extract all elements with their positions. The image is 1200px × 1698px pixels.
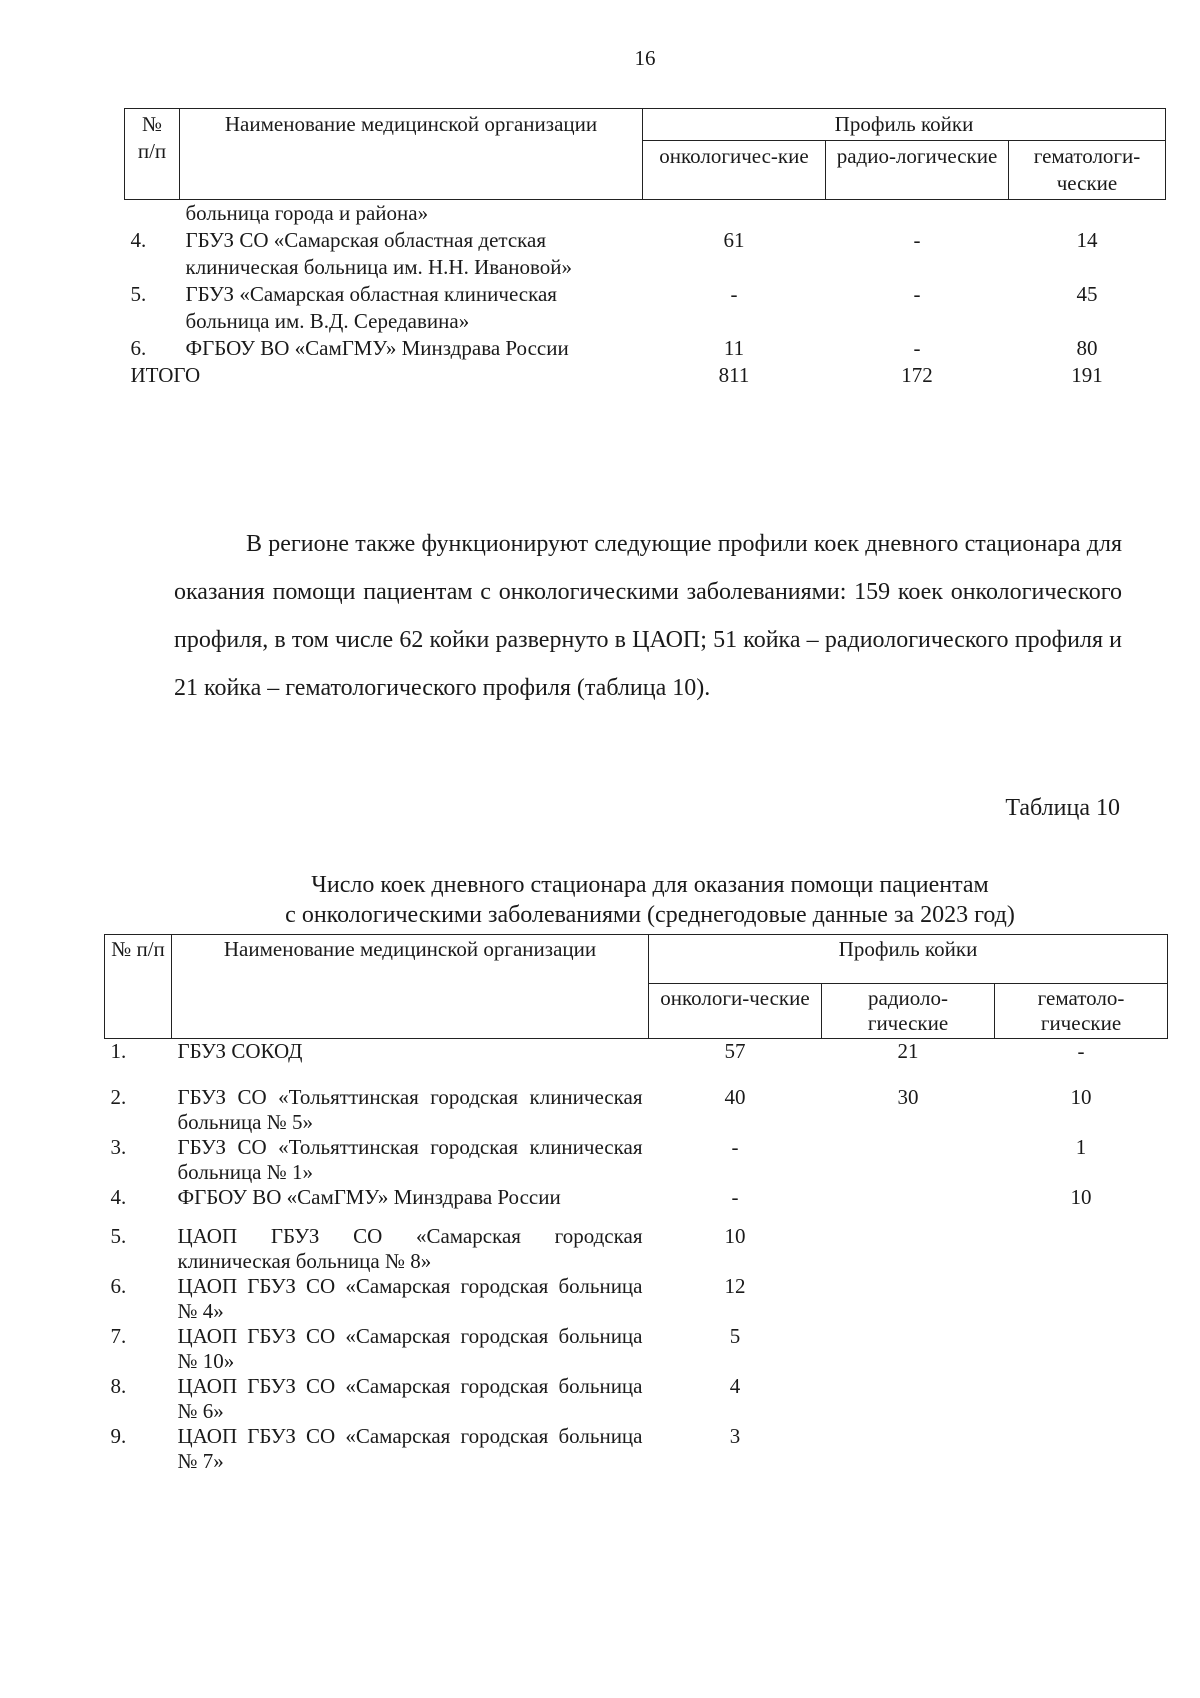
table-row	[105, 1039, 1168, 1086]
hematology-beds: 10	[1070, 1085, 1092, 1109]
org-name: ЦАОП ГБУЗ СО «Самарская городская больница № 4»	[177, 1274, 643, 1323]
org-name: ЦАОП ГБУЗ СО «Самарская городская больница № 7»	[177, 1424, 643, 1473]
hematology-beds: 14	[1076, 228, 1098, 252]
row-num: 5.	[110, 1224, 127, 1248]
oncology-beds: 10	[724, 1224, 746, 1248]
radiology-beds: 30	[897, 1085, 919, 1109]
org-name: ГБУЗ «Самарская областная клиническая больница им. В.Д. Середавина»	[185, 282, 557, 333]
org-name: ФГБОУ ВО «СамГМУ» Минздрава России	[177, 1185, 561, 1209]
header-radiology: радиоло-гические	[822, 984, 995, 1039]
hematology-beds: 10	[1070, 1185, 1092, 1209]
hematology-beds	[995, 1224, 1168, 1274]
oncology-beds: -	[731, 1185, 739, 1209]
row-num: 4.	[110, 1185, 127, 1209]
org-name: ЦАОП ГБУЗ СО «Самарская городская больница № 6»	[177, 1374, 643, 1423]
row-num: 4.	[130, 228, 147, 252]
oncology-beds: 12	[724, 1274, 746, 1298]
total-oncology: 811	[718, 363, 750, 387]
radiology-beds	[822, 1324, 995, 1374]
oncology-beds: -	[730, 282, 738, 306]
header-org-name: Наименование медицинской организации	[172, 935, 649, 1039]
table-row	[105, 1274, 1168, 1324]
table-row	[125, 227, 1166, 281]
org-name: ГБУЗ СО «Тольяттинская городская клиническая больница № 5»	[177, 1085, 643, 1134]
org-name: ФГБОУ ВО «СамГМУ» Минздрава России	[185, 336, 569, 360]
table-row	[105, 1185, 1168, 1224]
row-num: 2.	[110, 1085, 127, 1109]
caption-line-2: с онкологическими заболеваниями (среднегодовые данные за 2023 год)	[285, 902, 1015, 928]
oncology-beds: 40	[724, 1085, 746, 1109]
day-hospital-beds-table	[104, 934, 1168, 1474]
radiology-beds	[822, 1274, 995, 1324]
body-paragraph	[174, 520, 1122, 712]
hematology-beds: -	[995, 1039, 1168, 1086]
oncology-beds: 11	[723, 336, 745, 360]
table-row	[105, 1374, 1168, 1424]
radiology-beds	[822, 1424, 995, 1474]
oncology-beds: 57	[649, 1039, 822, 1086]
row-num: 8.	[110, 1374, 127, 1398]
row-num: 1.	[105, 1039, 172, 1086]
table-row	[125, 200, 1166, 228]
header-oncology: онкологи-ческие	[649, 984, 822, 1039]
table-row	[105, 1324, 1168, 1374]
radiology-beds	[822, 1185, 995, 1224]
hematology-beds	[995, 1324, 1168, 1374]
total-row	[125, 362, 1166, 389]
oncology-beds: 4	[729, 1374, 741, 1398]
hematology-beds: 1	[1075, 1135, 1087, 1159]
org-name: ЦАОП ГБУЗ СО «Самарская городская больница № 10»	[177, 1324, 643, 1373]
row-num: 9.	[110, 1424, 127, 1448]
row-num: 6.	[110, 1274, 127, 1298]
total-label: ИТОГО	[130, 363, 201, 387]
header-num: № п/п	[105, 935, 172, 1039]
radiology-beds	[822, 1374, 995, 1424]
radiology-beds: 21	[822, 1039, 995, 1086]
header-org-name: Наименование медицинской организации	[180, 109, 643, 200]
table-row	[105, 1135, 1168, 1185]
hematology-beds	[995, 1374, 1168, 1424]
table-label: Таблица 10	[1005, 795, 1120, 821]
oncology-beds: 5	[729, 1324, 741, 1348]
header-radiology: радио-логические	[826, 141, 1009, 200]
radiology-beds	[822, 1135, 995, 1185]
radiology-beds: -	[913, 228, 921, 252]
hematology-beds: 80	[1076, 336, 1098, 360]
paragraph-text: В регионе также функционируют следующие профили коек дневного стационара для оказания помощи пациентам с онкологическими заболеваниями: 159 коек онкологического профиля, в том числе 62 койки развернуто в ЦАОП; 51 койка – радиологического профиля и 21 койка – гематологического профиля (таблица 10).	[174, 531, 1122, 701]
header-hematology: гематологи-ческие	[1009, 141, 1166, 200]
table-row	[105, 1085, 1168, 1135]
page-number: 16	[634, 46, 656, 70]
org-name-continuation: больница города и района»	[185, 201, 429, 225]
table-row	[125, 281, 1166, 335]
oncology-beds: 61	[723, 228, 745, 252]
table-row	[105, 1224, 1168, 1274]
radiology-beds: -	[913, 282, 921, 306]
header-bed-profile: Профиль койки	[649, 935, 1168, 984]
org-name: ГБУЗ СО «Самарская областная детская клиническая больница им. Н.Н. Ивановой»	[185, 228, 572, 279]
table-row	[105, 1424, 1168, 1474]
row-num: 5.	[130, 282, 147, 306]
oncology-beds: 3	[729, 1424, 741, 1448]
org-name: ГБУЗ СОКОД	[172, 1039, 649, 1086]
header-hematology: гематоло-гические	[995, 984, 1168, 1039]
hematology-beds: 45	[1076, 282, 1098, 306]
table-row	[125, 335, 1166, 362]
radiology-beds	[822, 1224, 995, 1274]
total-hematology: 191	[1071, 363, 1103, 387]
oncology-beds: -	[731, 1135, 739, 1159]
row-num: 3.	[110, 1135, 127, 1159]
total-radiology: 172	[901, 363, 933, 387]
caption-line-1: Число коек дневного стационара для оказания помощи пациентам	[311, 872, 989, 898]
header-bed-profile: Профиль койки	[643, 109, 1166, 141]
table-caption	[150, 870, 1150, 930]
row-num: 6.	[130, 336, 147, 360]
header-num: № п/п	[125, 109, 180, 200]
header-oncology: онкологичес-кие	[643, 141, 826, 200]
radiology-beds: -	[913, 336, 921, 360]
hematology-beds	[995, 1424, 1168, 1474]
org-name: ЦАОП ГБУЗ СО «Самарская городская клиническая больница № 8»	[177, 1224, 643, 1273]
beds-table-continuation	[124, 108, 1166, 389]
hematology-beds	[995, 1274, 1168, 1324]
row-num: 7.	[110, 1324, 127, 1348]
org-name: ГБУЗ СО «Тольяттинская городская клиническая больница № 1»	[177, 1135, 643, 1184]
